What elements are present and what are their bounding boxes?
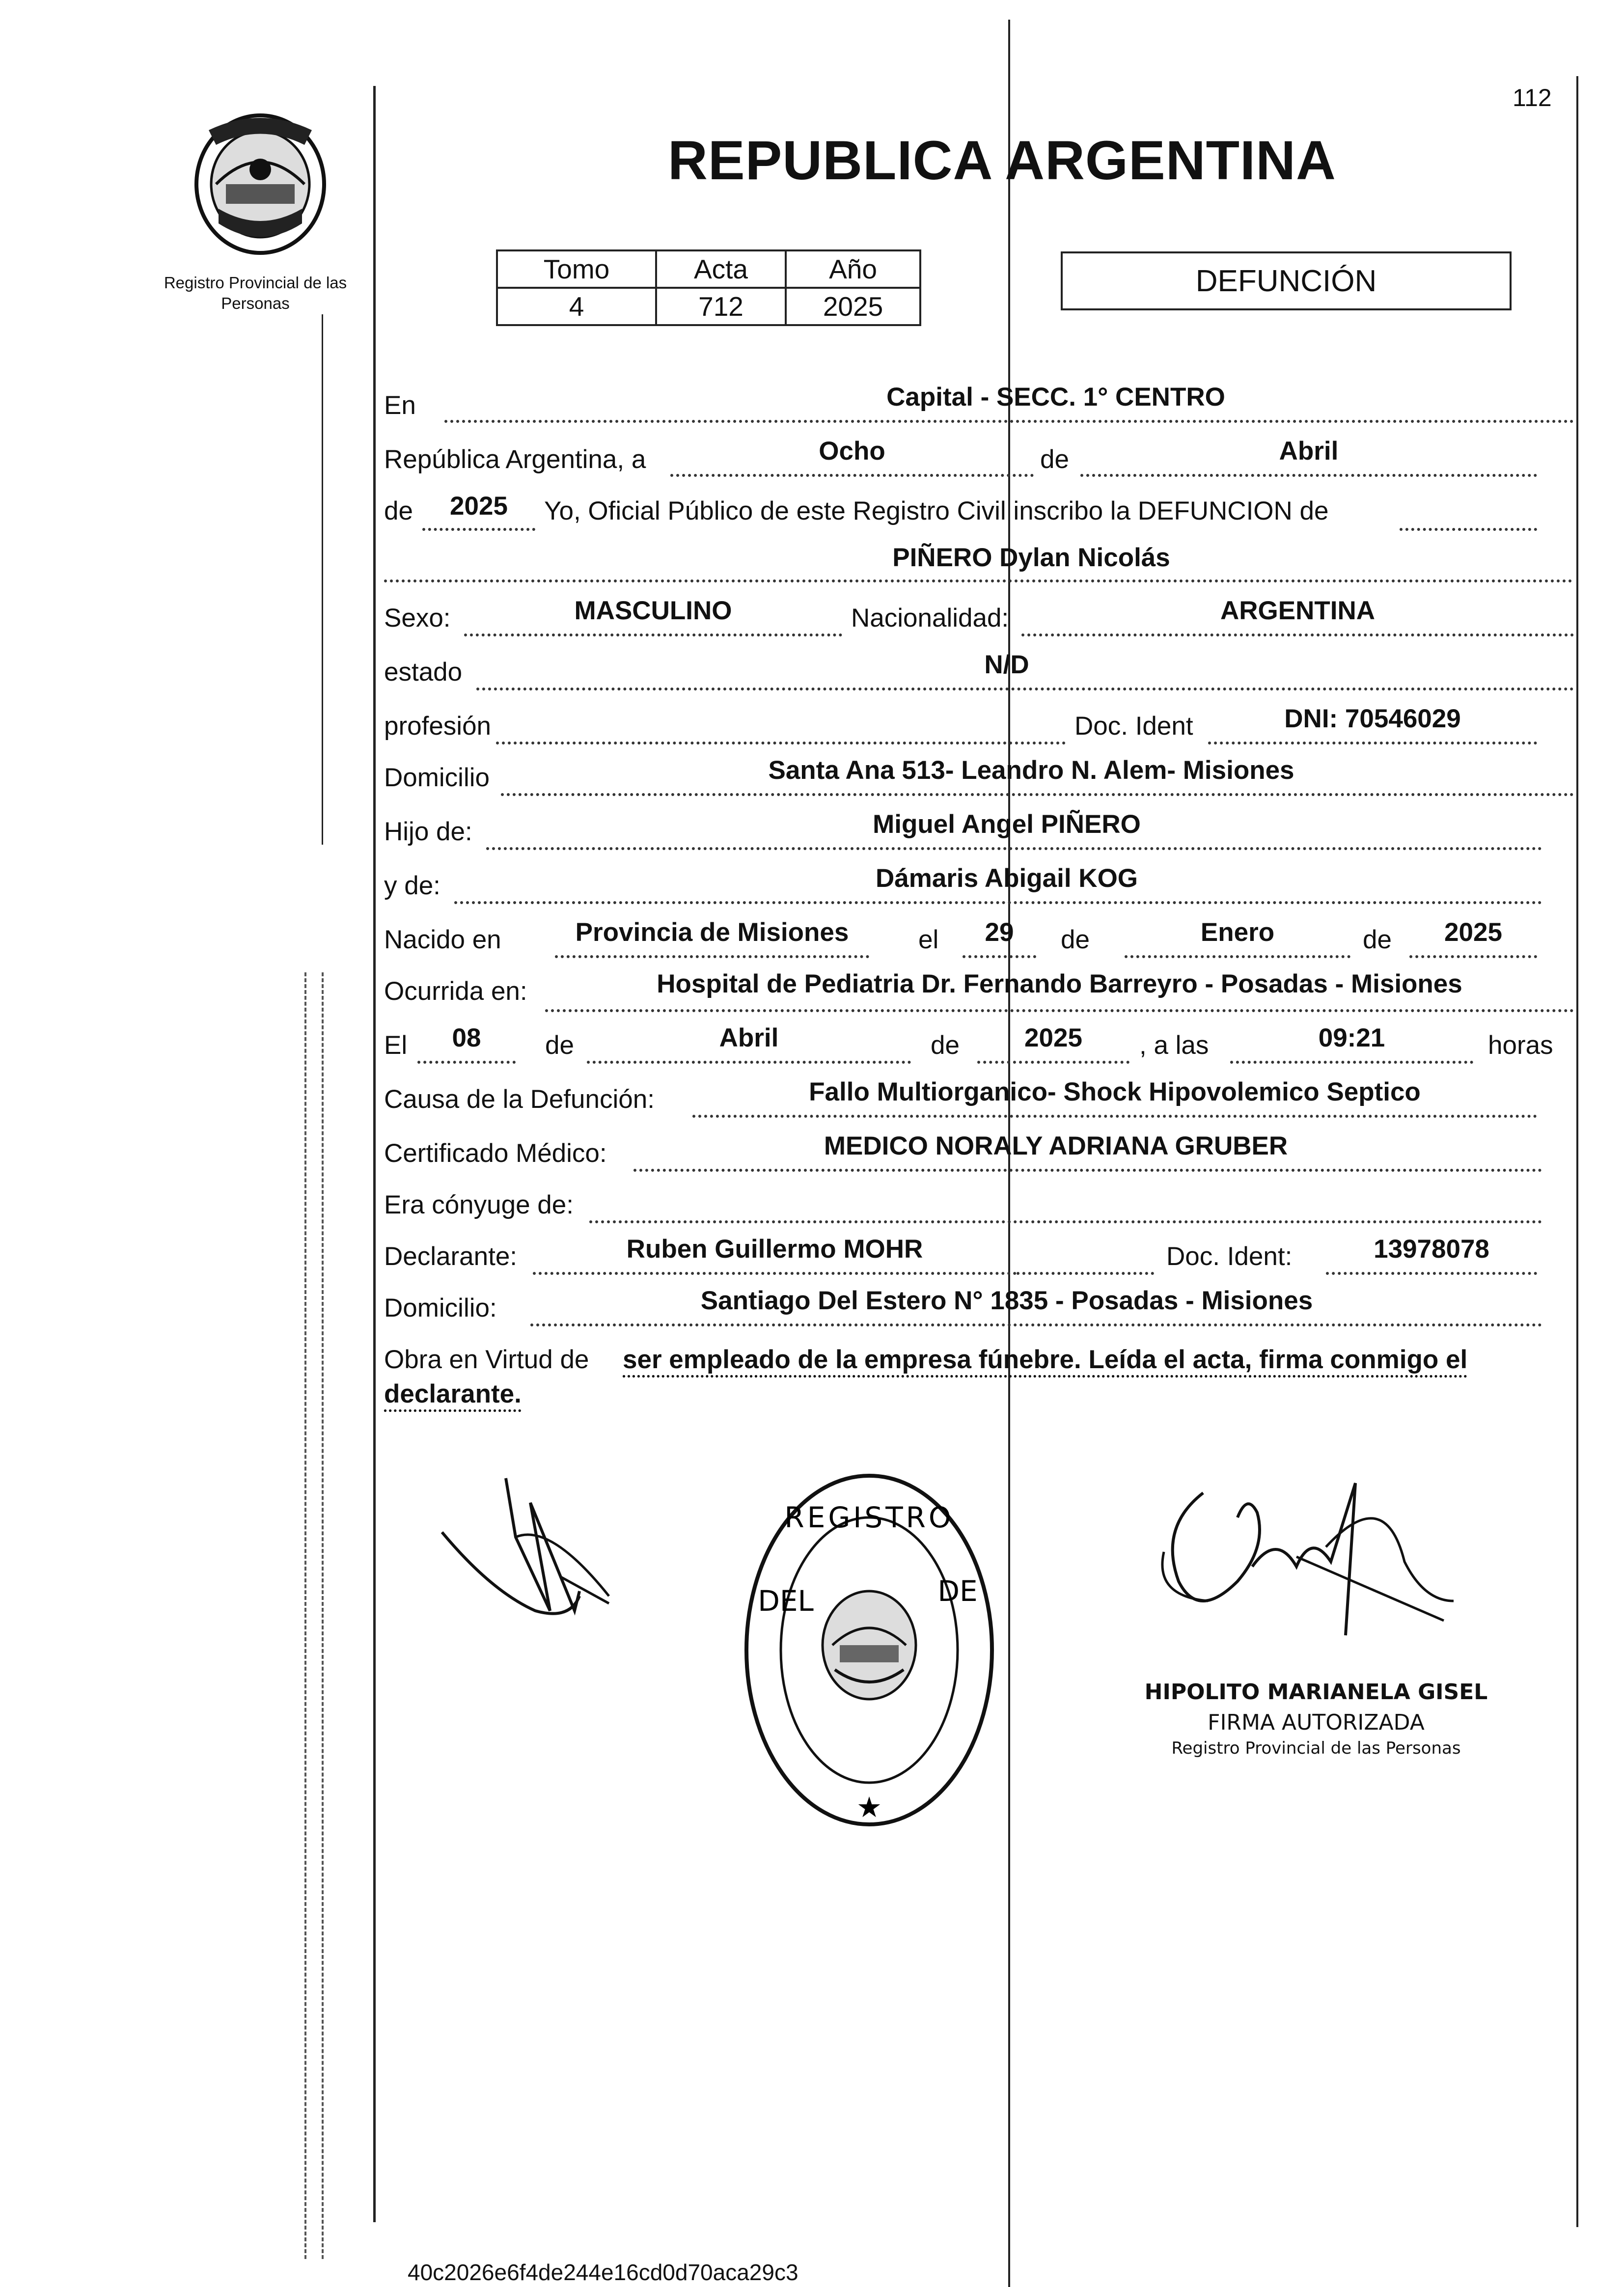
field-death-place: Hospital de Pediatria Dr. Fernando Barreyro - Posadas - Misiones: [657, 969, 1462, 998]
dotted-line: [486, 847, 1542, 850]
field-death-time: 09:21: [1318, 1023, 1385, 1052]
province-shield-icon: [189, 110, 331, 258]
dotted-line: [692, 1115, 1537, 1118]
label-de: de: [931, 1031, 960, 1060]
left-dashed-line: [304, 972, 306, 2259]
field-declarant-address: Santiago Del Estero N° 1835 - Posadas - Misiones: [700, 1286, 1313, 1315]
field-declarant: Ruben Guillermo MOHR: [626, 1235, 923, 1264]
field-dni: DNI: 70546029: [1284, 704, 1461, 733]
field-death-month: Abril: [719, 1023, 779, 1052]
label-ocurrida: Ocurrida en:: [384, 977, 527, 1006]
field-declarant-doc: 13978078: [1374, 1235, 1489, 1264]
field-obra-line2: declarante.: [384, 1379, 522, 1408]
field-place: Capital - SECC. 1° CENTRO: [886, 383, 1225, 412]
dotted-line: [417, 1061, 516, 1064]
dotted-line: [1080, 474, 1537, 477]
label-conyuge: Era cónyuge de:: [384, 1190, 574, 1219]
label-de: de: [384, 496, 413, 525]
dotted-line: [587, 1061, 911, 1064]
label-a-las: , a las: [1139, 1031, 1209, 1060]
page-title: REPUBLICA ARGENTINA: [668, 130, 1336, 191]
field-cause: Fallo Multiorganico- Shock Hipovolemico Septico: [809, 1077, 1421, 1106]
signer-name: HIPOLITO MARIANELA GISEL: [1144, 1680, 1488, 1705]
register-table: [496, 249, 921, 326]
dotted-line: [454, 901, 1542, 904]
svg-text:★: ★: [856, 1791, 882, 1824]
dotted-line: [496, 742, 1066, 744]
field-day-word: Ocho: [819, 437, 885, 466]
dotted-line: [476, 688, 1574, 690]
signer-role: FIRMA AUTORIZADA: [1208, 1710, 1425, 1735]
dotted-line: [1326, 1272, 1537, 1275]
label-el: El: [384, 1031, 408, 1060]
dotted-line: [1409, 955, 1537, 958]
dotted-line: [589, 1220, 1542, 1223]
label-estado: estado: [384, 658, 463, 687]
register-header: Año: [786, 250, 920, 288]
label-de: de: [545, 1031, 574, 1060]
label-certificado: Certificado Médico:: [384, 1139, 607, 1168]
dotted-line: [963, 955, 1036, 958]
field-birth-year: 2025: [1444, 918, 1502, 947]
register-header: Tomo: [497, 250, 656, 288]
label-y-de: y de:: [384, 871, 440, 900]
dotted-line: [1400, 528, 1537, 531]
field-birth-day: 29: [985, 918, 1014, 947]
dotted-line: [384, 579, 1572, 582]
dotted-line: [633, 1169, 1542, 1172]
label-en: En: [384, 391, 416, 420]
field-domicilio: Santa Ana 513- Leandro N. Alem- Misiones: [768, 756, 1294, 785]
document-hash: 40c2026e6f4de244e16cd0d70aca29c3: [408, 2259, 798, 2285]
label-de: de: [1363, 925, 1392, 954]
dotted-line: [501, 793, 1574, 796]
dotted-line: [464, 634, 842, 636]
field-nacionalidad: ARGENTINA: [1220, 596, 1376, 625]
dotted-line: [444, 420, 1574, 423]
dotted-line: [977, 1061, 1129, 1064]
svg-text:DEL: DEL: [758, 1584, 814, 1618]
label-domicilio: Domicilio: [384, 763, 490, 792]
dotted-line: [555, 955, 869, 958]
dotted-line: [530, 1323, 1542, 1326]
field-month: Abril: [1279, 437, 1339, 466]
label-obra: Obra en Virtud de: [384, 1345, 589, 1374]
label-causa: Causa de la Defunción:: [384, 1085, 655, 1114]
field-death-year: 2025: [1024, 1023, 1082, 1052]
right-rule: [1576, 76, 1578, 2227]
dotted-line: [1230, 1061, 1473, 1064]
officer-statement: Yo, Oficial Público de este Registro Civil inscribo la DEFUNCION de: [544, 496, 1329, 525]
register-tomo: 4: [497, 288, 656, 325]
label-de: de: [1061, 925, 1090, 954]
official-signature-icon: [1149, 1473, 1463, 1655]
dotted-line: [1017, 1272, 1154, 1275]
label-el: el: [918, 925, 939, 954]
field-death-day: 08: [452, 1023, 481, 1052]
left-margin-line: [322, 314, 323, 845]
dotted-line: [1125, 955, 1350, 958]
record-type-box: DEFUNCIÓN: [1061, 251, 1512, 310]
register-acta: 712: [656, 288, 786, 325]
dotted-line: [1208, 742, 1537, 744]
label-horas: horas: [1488, 1031, 1553, 1060]
register-header: Acta: [656, 250, 786, 288]
field-father: Miguel Angel PIÑERO: [873, 810, 1141, 839]
field-sexo: MASCULINO: [574, 596, 732, 625]
svg-text:DE: DE: [937, 1574, 978, 1608]
label-republica: República Argentina, a: [384, 445, 646, 474]
dotted-line: [1021, 634, 1574, 636]
field-obra-line1: ser empleado de la empresa fúnebre. Leída el acta, firma conmigo el: [623, 1345, 1468, 1374]
field-estado: N/D: [984, 650, 1029, 679]
margin-rule: [373, 86, 376, 2222]
declarant-signature-icon: [432, 1463, 619, 1626]
label-profesion: profesión: [384, 712, 492, 741]
label-declarante: Declarante:: [384, 1242, 518, 1271]
dotted-line: [422, 528, 535, 531]
label-nacido: Nacido en: [384, 925, 501, 954]
svg-text:REGISTRO: REGISTRO: [784, 1501, 954, 1534]
field-year: 2025: [450, 492, 508, 521]
signer-org: Registro Provincial de las Personas: [1171, 1738, 1461, 1758]
label-domicilio: Domicilio:: [384, 1294, 497, 1323]
organization-name: Registro Provincial de las Personas: [164, 274, 347, 312]
page-number: 112: [1513, 84, 1552, 111]
dotted-line: [533, 1272, 1017, 1275]
label-doc-ident: Doc. Ident: [1074, 712, 1193, 741]
label-nacionalidad: Nacionalidad:: [851, 604, 1009, 633]
deceased-name: PIÑERO Dylan Nicolás: [892, 543, 1170, 572]
label-doc-ident: Doc. Ident:: [1166, 1242, 1293, 1271]
dotted-line: [670, 474, 1034, 477]
left-dashed-line-2: [322, 972, 324, 2259]
field-mother: Dámaris Abigail KOG: [875, 864, 1138, 893]
field-birth-month: Enero: [1200, 918, 1275, 947]
field-birth-place: Provincia de Misiones: [575, 918, 849, 947]
label-de: de: [1040, 445, 1069, 474]
field-doctor: MEDICO NORALY ADRIANA GRUBER: [824, 1131, 1288, 1160]
registry-seal-icon: [737, 1463, 1002, 1837]
label-sexo: Sexo:: [384, 604, 451, 633]
register-anio: 2025: [786, 288, 920, 325]
dotted-line: [545, 1009, 1574, 1012]
label-hijo: Hijo de:: [384, 817, 472, 846]
